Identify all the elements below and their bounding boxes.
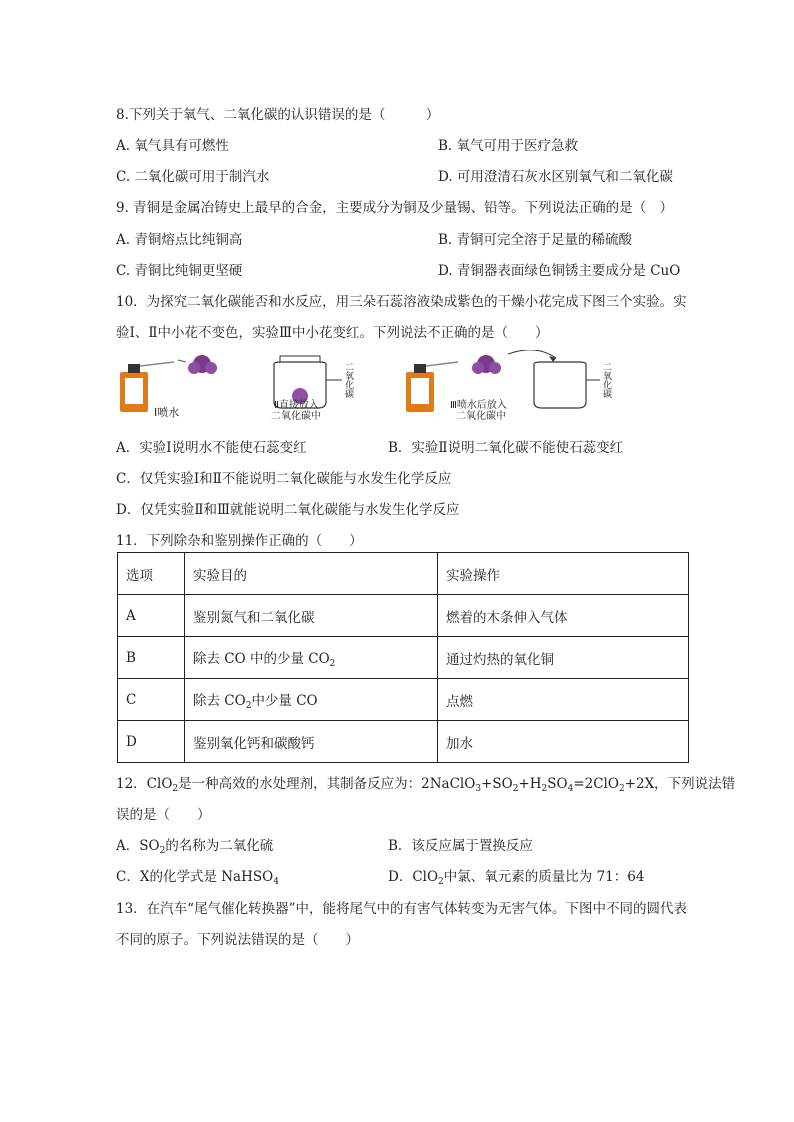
flower-icon-2 <box>472 355 501 374</box>
table-row <box>118 721 689 763</box>
label-exp3a: Ⅲ喷水后放入 <box>450 400 507 411</box>
q12-option-c: C．X的化学式是 NaHSO$_4$ <box>116 869 279 887</box>
q12-option-b: B．该反应属于置换反应 <box>388 838 533 854</box>
label-gas-exp2: 二氧化碳 <box>343 362 353 398</box>
label-exp2b: 二氧化碳中 <box>271 411 321 420</box>
table-header-cell: 实验操作 <box>438 553 689 595</box>
table-cell: 燃着的木条伸入气体 <box>438 595 689 637</box>
q12-option-d: D．ClO$_2$中氯、氧元素的质量比为 71：64 <box>388 869 645 887</box>
q10-option-a: A．实验Ⅰ说明水不能使石蕊变红 <box>116 440 307 456</box>
q9-option-a: A. 青铜熔点比纯铜高 <box>116 232 243 248</box>
experiment-figure <box>116 350 616 420</box>
q13-stem-line1: 13．在汽车“尾气催化转换器”中，能将尾气中的有害气体转变为无害气体。下图中不同的圆代表 <box>116 901 687 917</box>
table-cell: 除去 $CO_2$中少量 CO <box>185 679 438 721</box>
q12-stem-line2: 误的是（ ） <box>116 807 211 823</box>
q9-option-d: D. 青铜器表面绿色铜锈主要成分是 CuO <box>438 263 681 279</box>
arrow-icon <box>508 350 556 358</box>
label-exp1: Ⅰ喷水 <box>154 406 180 419</box>
table-cell: B <box>118 637 185 679</box>
table-cell: 加水 <box>438 721 689 763</box>
q8-stem: 8.下列关于氧气、二氧化碳的认识错误的是（ ） <box>116 107 440 123</box>
table-cell: C <box>118 679 185 721</box>
table-header-cell: 选项 <box>118 553 185 595</box>
q10-stem-line1: 10．为探究二氧化碳能否和水反应，用三朵石蕊溶液染成紫色的干燥小花完成下图三个实验。实 <box>116 294 687 310</box>
jar-icon-2 <box>534 362 600 408</box>
q9-option-c: C. 青铜比纯铜更坚硬 <box>116 263 243 279</box>
table-header-cell: 实验目的 <box>185 553 438 595</box>
table-cell: D <box>118 721 185 763</box>
q8-option-d: D. 可用澄清石灰水区别氧气和二氧化碳 <box>438 169 673 185</box>
table-row <box>118 595 689 637</box>
label-exp3b: 二氧化碳中 <box>456 411 506 420</box>
flower-icon <box>178 355 217 374</box>
table-row <box>118 679 689 721</box>
table-cell: 鉴别氧化钙和碳酸钙 <box>185 721 438 763</box>
label-gas-exp3: 二氧化碳 <box>601 362 611 398</box>
label-exp2a: Ⅱ直接放入 <box>274 400 319 411</box>
table-cell: 鉴别氮气和二氧化碳 <box>185 595 438 637</box>
q11-table <box>117 552 689 763</box>
q10-stem-line2: 验Ⅰ、Ⅱ中小花不变色，实验Ⅲ中小花变红。下列说法不正确的是（ ） <box>116 325 549 341</box>
q9-option-b: B. 青铜可完全溶于足量的稀硫酸 <box>438 232 633 248</box>
q13-stem-line2: 不同的原子。下列说法错误的是（ ） <box>116 932 359 948</box>
table-cell: 点燃 <box>438 679 689 721</box>
spray-bottle-icon <box>120 362 174 412</box>
q12-option-a: A．$SO_2$的名称为二氧化硫 <box>116 838 274 856</box>
q8-option-b: B. 氧气可用于医疗急救 <box>438 138 579 154</box>
q8-option-c: C. 二氧化碳可用于制汽水 <box>116 169 270 185</box>
table-cell: 除去 CO 中的少量 $CO_2$ <box>185 637 438 679</box>
q9-stem: 9. 青铜是金属冶铸史上最早的合金，主要成分为铜及少量锡、铅等。下列说法正确的是（ ） <box>116 200 674 216</box>
q11-stem: 11．下列除杂和鉴别操作正确的（ ） <box>116 533 363 549</box>
q8-option-a: A. 氧气具有可燃性 <box>116 138 229 154</box>
q10-option-b: B．实验Ⅱ说明二氧化碳不能使石蕊变红 <box>388 440 624 456</box>
q12-stem-line1: 12．ClO$_2$是一种高效的水处理剂，其制备反应为：$2NaClO_3+SO_2+H_2SO_4=2ClO_2+2X$，下列说法错 <box>116 776 736 794</box>
table-row <box>118 637 689 679</box>
q10-option-c: C．仅凭实验Ⅰ和Ⅱ不能说明二氧化碳能与水发生化学反应 <box>116 471 452 487</box>
q10-option-d: D．仅凭实验Ⅱ和Ⅲ就能说明二氧化碳能与水发生化学反应 <box>116 502 460 518</box>
table-cell: A <box>118 595 185 637</box>
table-cell: 通过灼热的氧化铜 <box>438 637 689 679</box>
table-header-row <box>118 553 689 595</box>
